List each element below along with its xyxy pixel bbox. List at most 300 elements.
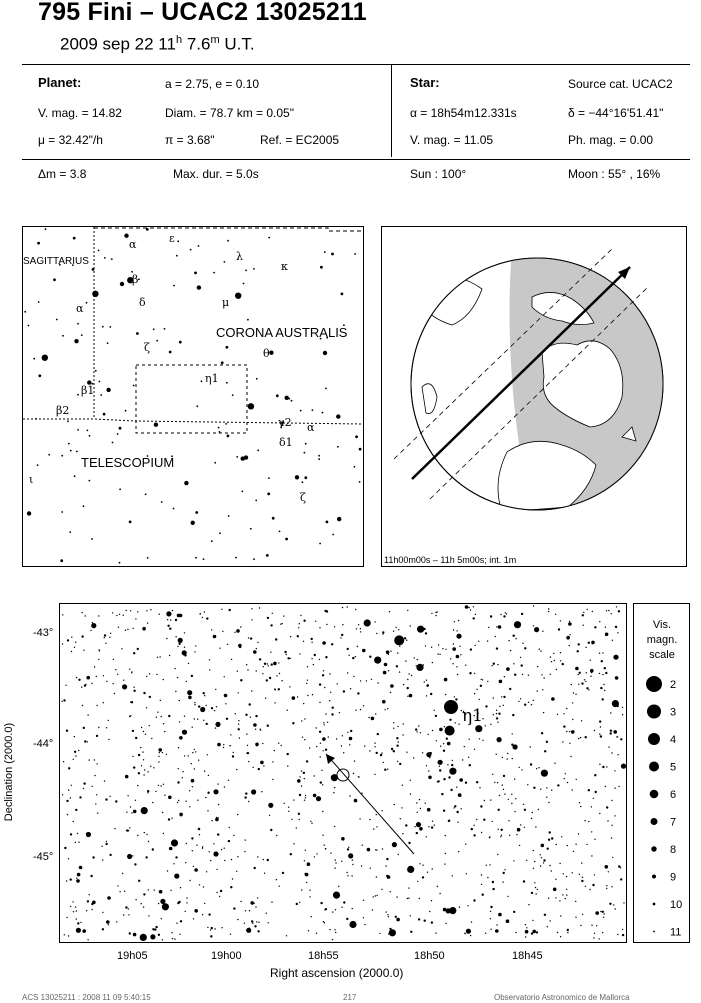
- field-star: [250, 717, 251, 718]
- field-star: [517, 828, 521, 832]
- field-star: [85, 615, 86, 616]
- field-star: [128, 908, 129, 909]
- field-star: [194, 651, 195, 652]
- field-star: [620, 867, 621, 868]
- field-star: [432, 730, 433, 731]
- field-star: [263, 765, 264, 766]
- field-star: [610, 732, 612, 734]
- field-star: [170, 619, 171, 620]
- field-star: [279, 673, 280, 674]
- field-star: [94, 666, 95, 667]
- greek-label: α: [76, 302, 84, 315]
- field-star: [566, 889, 567, 890]
- field-star: [562, 663, 564, 665]
- field-star: [505, 612, 506, 613]
- field-star: [131, 812, 132, 813]
- field-star: [166, 638, 167, 639]
- field-star: [163, 784, 164, 785]
- field-star: [424, 920, 426, 922]
- field-star: [483, 819, 485, 821]
- field-star: [83, 650, 84, 651]
- field-star: [503, 872, 505, 874]
- field-star: [618, 786, 619, 787]
- field-star: [281, 680, 282, 681]
- field-star: [106, 681, 107, 682]
- field-star: [206, 723, 208, 725]
- field-star: [583, 612, 584, 613]
- field-star: [179, 934, 180, 935]
- field-star: [360, 709, 361, 710]
- field-star: [508, 820, 509, 821]
- field-star: [322, 674, 324, 676]
- finder-star: [225, 423, 227, 425]
- field-star: [92, 786, 93, 787]
- finder-star: [359, 448, 362, 451]
- finder-star: [198, 245, 200, 247]
- field-star: [127, 795, 128, 796]
- field-star: [322, 811, 323, 812]
- field-star: [363, 917, 364, 918]
- field-star: [407, 610, 408, 611]
- finder-star: [74, 339, 78, 343]
- field-star: [495, 636, 496, 637]
- field-star: [143, 893, 145, 895]
- field-star: [417, 881, 418, 882]
- greek-label: β2: [56, 404, 70, 417]
- field-star: [207, 754, 208, 755]
- field-star: [584, 679, 585, 680]
- field-star: [355, 710, 356, 711]
- field-star: [555, 879, 556, 880]
- field-star: [305, 850, 306, 851]
- field-star: [579, 802, 580, 803]
- x-tick-label: 18h50: [414, 950, 445, 962]
- field-star: [161, 716, 162, 717]
- field-star: [266, 679, 268, 681]
- field-star: [525, 924, 526, 925]
- field-star: [68, 789, 69, 790]
- field-star: [582, 877, 583, 878]
- field-star: [411, 675, 412, 676]
- field-star: [522, 643, 523, 644]
- finder-star: [227, 240, 229, 242]
- field-star: [195, 751, 196, 752]
- field-star: [143, 692, 145, 694]
- field-star: [149, 696, 151, 698]
- field-star: [178, 768, 179, 769]
- field-star: [329, 929, 330, 930]
- target-star-eta1: [444, 700, 458, 714]
- field-star: [291, 819, 292, 820]
- field-star: [622, 714, 623, 715]
- field-star: [437, 886, 438, 887]
- finder-star: [253, 268, 255, 270]
- field-star: [236, 629, 240, 633]
- field-star: [578, 674, 579, 675]
- field-star: [306, 760, 308, 762]
- field-star: [579, 874, 580, 875]
- field-star: [394, 635, 404, 645]
- finder-star: [42, 355, 48, 361]
- field-star: [241, 679, 242, 680]
- field-star: [390, 891, 391, 892]
- field-star: [207, 792, 209, 794]
- field-star: [458, 851, 459, 852]
- field-star: [304, 718, 305, 719]
- field-star: [143, 774, 144, 775]
- field-star: [209, 851, 210, 852]
- field-star: [224, 694, 228, 698]
- field-star: [155, 926, 157, 928]
- field-star: [481, 874, 482, 875]
- field-star: [567, 845, 568, 846]
- field-star: [385, 709, 386, 710]
- field-star: [508, 640, 509, 641]
- field-star: [580, 925, 581, 926]
- field-star: [622, 934, 624, 936]
- field-star: [223, 747, 224, 748]
- field-star: [524, 647, 526, 649]
- field-star: [560, 936, 561, 937]
- field-star: [605, 865, 609, 869]
- field-star: [408, 673, 409, 674]
- field-star: [551, 661, 552, 662]
- field-star: [507, 753, 508, 754]
- sun-altitude: Sun : 100°: [410, 167, 467, 181]
- field-star: [217, 783, 218, 784]
- field-star: [350, 688, 351, 689]
- field-star: [503, 789, 504, 790]
- field-star: [118, 627, 119, 628]
- field-star: [135, 800, 136, 801]
- field-star: [248, 761, 249, 762]
- field-star: [437, 780, 439, 782]
- field-star: [203, 720, 204, 721]
- field-star: [376, 849, 377, 850]
- field-star: [553, 653, 554, 654]
- field-star: [343, 752, 344, 753]
- field-star: [143, 759, 144, 760]
- field-star: [169, 628, 171, 630]
- field-star: [616, 736, 617, 737]
- field-star: [133, 652, 135, 654]
- field-star: [361, 865, 362, 866]
- field-star: [599, 733, 600, 734]
- field-star: [247, 745, 248, 746]
- finder-star: [190, 249, 192, 251]
- magnitude-scale: [633, 603, 690, 943]
- field-star: [299, 623, 300, 624]
- field-star: [162, 939, 163, 940]
- field-star: [175, 636, 176, 637]
- field-star: [609, 903, 611, 905]
- field-star: [383, 762, 384, 763]
- field-star: [613, 730, 617, 734]
- field-star: [410, 793, 411, 794]
- field-star: [410, 915, 411, 916]
- field-star: [177, 677, 178, 678]
- field-star: [280, 624, 281, 625]
- finder-star: [95, 370, 97, 372]
- field-star: [216, 869, 217, 870]
- field-star: [387, 708, 388, 709]
- field-star: [480, 685, 482, 687]
- field-star: [473, 899, 475, 901]
- field-star: [230, 934, 231, 935]
- field-star: [301, 889, 302, 890]
- finder-star: [119, 488, 121, 490]
- field-star: [354, 799, 358, 803]
- field-star: [314, 775, 315, 776]
- field-star: [551, 870, 552, 871]
- field-star: [502, 757, 503, 758]
- field-star: [331, 713, 333, 715]
- field-star: [614, 815, 615, 816]
- field-star: [205, 797, 206, 798]
- field-star: [346, 918, 348, 920]
- greek-label: λ: [236, 250, 243, 263]
- field-star: [535, 887, 536, 888]
- field-star: [177, 781, 179, 783]
- field-star: [611, 752, 612, 753]
- finder-star: [76, 451, 78, 453]
- field-star: [244, 796, 246, 798]
- field-star: [530, 763, 532, 765]
- field-star: [175, 856, 177, 858]
- field-star: [245, 910, 246, 911]
- field-star: [213, 843, 214, 844]
- field-star: [341, 634, 343, 636]
- planet-pi: π = 3.68": [165, 133, 215, 147]
- field-star: [602, 698, 604, 700]
- field-star: [428, 734, 429, 735]
- star-source: Source cat. UCAC2: [568, 77, 673, 91]
- field-star: [541, 674, 542, 675]
- field-star: [248, 637, 249, 638]
- field-star: [407, 696, 408, 697]
- field-star: [71, 637, 72, 638]
- field-star: [441, 793, 443, 795]
- field-star: [498, 625, 502, 629]
- finder-star: [195, 511, 198, 514]
- finder-star: [56, 319, 58, 321]
- field-star: [453, 643, 454, 644]
- finder-star: [119, 427, 122, 430]
- finder-star: [173, 285, 175, 287]
- finder-star: [331, 253, 334, 256]
- field-star: [221, 609, 222, 610]
- field-star: [607, 820, 608, 821]
- field-star: [213, 635, 217, 639]
- field-star: [399, 763, 401, 765]
- field-star: [519, 845, 520, 846]
- field-star: [133, 690, 135, 692]
- field-star: [440, 746, 441, 747]
- field-star: [364, 924, 365, 925]
- field-star: [311, 916, 312, 917]
- field-star: [83, 788, 84, 789]
- field-star: [437, 653, 438, 654]
- field-star: [158, 756, 159, 757]
- field-star: [141, 903, 142, 904]
- field-star: [349, 795, 350, 796]
- field-star: [97, 812, 98, 813]
- field-star: [602, 911, 604, 913]
- field-star: [272, 779, 273, 780]
- field-star: [547, 848, 549, 850]
- field-star: [233, 752, 234, 753]
- field-star: [341, 837, 345, 841]
- field-star: [590, 669, 594, 673]
- field-star: [496, 626, 497, 627]
- field-star: [335, 909, 336, 910]
- finder-star: [125, 410, 127, 412]
- finder-star: [45, 228, 47, 230]
- field-star: [588, 789, 590, 791]
- field-star: [527, 784, 528, 785]
- field-star: [109, 637, 110, 638]
- field-star: [182, 777, 183, 778]
- star-vmag: V. mag. = 11.05: [410, 133, 494, 147]
- field-star: [314, 654, 316, 656]
- field-star: [543, 677, 544, 678]
- field-star: [267, 617, 269, 619]
- field-star: [458, 620, 459, 621]
- field-star: [415, 728, 417, 730]
- field-star: [521, 769, 522, 770]
- field-star: [281, 745, 282, 746]
- field-star: [315, 621, 316, 622]
- field-star: [133, 810, 137, 814]
- field-star: [296, 903, 298, 905]
- finder-star: [191, 521, 195, 525]
- field-star: [562, 741, 563, 742]
- field-star: [86, 676, 90, 680]
- field-star: [221, 927, 222, 928]
- field-star: [488, 627, 489, 628]
- field-star: [197, 719, 198, 720]
- delta-mag: Δm = 3.8: [38, 167, 87, 181]
- field-star: [366, 680, 367, 681]
- field-star: [444, 863, 445, 864]
- field-star: [293, 843, 294, 844]
- field-star: [374, 742, 375, 743]
- field-star: [66, 917, 67, 918]
- field-star: [91, 623, 96, 628]
- field-star: [464, 933, 465, 934]
- field-star: [410, 931, 412, 933]
- field-star: [604, 913, 605, 914]
- field-star: [218, 817, 219, 818]
- field-star: [591, 925, 592, 926]
- field-star: [594, 839, 595, 840]
- field-star: [465, 665, 466, 666]
- field-star: [252, 923, 253, 924]
- field-star: [334, 929, 335, 930]
- field-star: [130, 701, 131, 702]
- field-star: [602, 652, 603, 653]
- field-star: [303, 772, 305, 774]
- field-star: [159, 752, 160, 753]
- constellation-sagittarius: SAGITTARIUS: [23, 256, 89, 267]
- finder-star: [304, 476, 307, 479]
- scale-mag-label: 5: [670, 761, 677, 774]
- field-star: [171, 839, 178, 846]
- field-star: [309, 747, 310, 748]
- field-star: [537, 690, 538, 691]
- field-star: [95, 803, 96, 804]
- field-star: [550, 920, 551, 921]
- greek-label: ζ: [144, 341, 150, 354]
- field-star: [536, 768, 537, 769]
- field-star: [154, 889, 155, 890]
- field-star: [146, 610, 147, 611]
- field-star: [569, 634, 570, 635]
- field-star: [492, 665, 493, 666]
- field-star: [382, 848, 383, 849]
- field-star: [326, 624, 327, 625]
- field-star: [86, 910, 87, 911]
- field-star: [496, 924, 497, 925]
- field-star: [414, 826, 415, 827]
- field-star: [410, 625, 411, 626]
- field-star: [76, 677, 77, 678]
- finder-star: [253, 558, 255, 560]
- greek-label: θ: [263, 347, 270, 360]
- finder-star: [197, 285, 201, 289]
- field-star: [520, 698, 521, 699]
- field-star: [336, 738, 337, 739]
- field-star: [546, 787, 547, 788]
- field-star: [473, 617, 475, 619]
- field-star: [239, 737, 240, 738]
- field-star: [561, 836, 562, 837]
- field-star: [215, 722, 220, 727]
- field-star: [537, 630, 538, 631]
- field-star: [179, 700, 180, 701]
- field-star: [256, 648, 257, 649]
- field-star: [82, 929, 86, 933]
- field-star: [361, 793, 362, 794]
- field-star: [566, 636, 570, 640]
- field-star: [64, 847, 66, 849]
- field-star: [160, 785, 161, 786]
- field-star: [127, 854, 132, 859]
- field-star: [342, 624, 343, 625]
- field-star: [347, 606, 348, 607]
- field-star: [452, 760, 453, 761]
- field-star: [454, 621, 455, 622]
- field-star: [352, 657, 354, 659]
- field-star: [103, 675, 104, 676]
- field-star: [492, 821, 493, 822]
- field-star: [330, 692, 331, 693]
- field-star: [350, 730, 352, 732]
- field-star: [238, 692, 239, 693]
- field-star: [374, 774, 375, 775]
- field-star: [237, 856, 238, 857]
- field-star: [198, 828, 200, 830]
- field-star: [520, 824, 521, 825]
- field-star: [167, 619, 168, 620]
- field-star: [288, 811, 289, 812]
- field-star: [180, 887, 181, 888]
- field-star: [313, 664, 314, 665]
- field-star: [236, 871, 237, 872]
- field-star: [428, 826, 429, 827]
- scale-title: Vis.: [652, 619, 672, 631]
- field-star: [569, 645, 570, 646]
